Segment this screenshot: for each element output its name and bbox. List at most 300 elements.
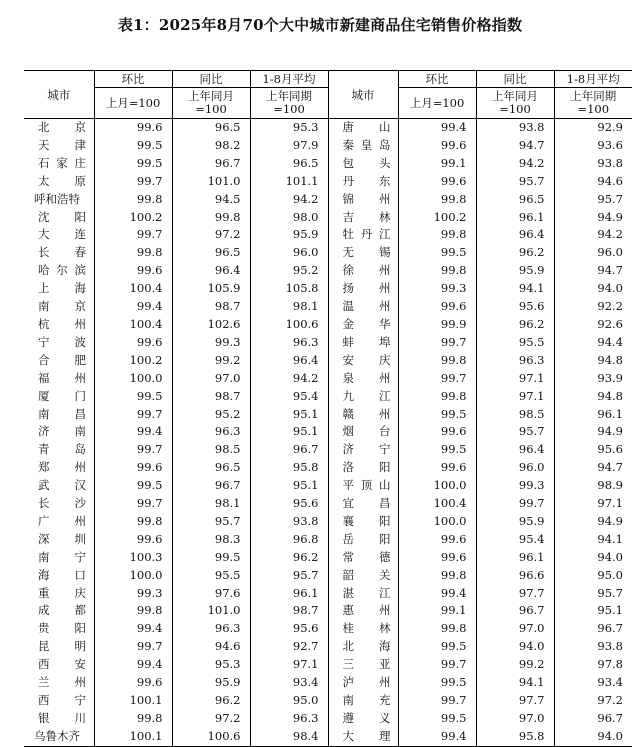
yoy-cell-left: 99.8: [172, 209, 250, 227]
table-row: [24, 280, 632, 298]
ytd-cell-left: 95.2: [250, 262, 328, 280]
city-cell-left: [24, 209, 94, 227]
yoy-subheader-right: [476, 88, 554, 119]
yoy-cell-right: 95.4: [476, 531, 554, 549]
city-cell-left: [24, 352, 94, 370]
city-cell-right: [328, 549, 398, 567]
city-cell-right: [328, 191, 398, 209]
city-cell-right: [328, 316, 398, 334]
table-row: [24, 495, 632, 513]
ytd-cell-left: 105.8: [250, 280, 328, 298]
city-cell-left: [24, 316, 94, 334]
ytd-cell-right: 94.6: [554, 173, 632, 191]
ytd-cell-left: 95.8: [250, 459, 328, 477]
ytd-cell-right: 94.2: [554, 226, 632, 244]
table-row: [24, 710, 632, 728]
city-cell-left: [24, 262, 94, 280]
ytd-cell-right: 93.8: [554, 638, 632, 656]
mom-cell-right: 100.2: [398, 209, 476, 227]
mom-cell-left: 99.7: [94, 495, 172, 513]
city-cell-right: [328, 638, 398, 656]
city-cell-left: [24, 656, 94, 674]
city-name: 长 沙: [38, 496, 86, 511]
city-name: 哈 尔 滨: [38, 263, 86, 278]
ytd-sub-line2: =100: [577, 102, 610, 116]
yoy-cell-right: 97.1: [476, 370, 554, 388]
yoy-cell-left: 95.7: [172, 513, 250, 531]
city-name: 洛 阳: [342, 460, 391, 475]
table-row: [24, 262, 632, 280]
table-row: [24, 334, 632, 352]
city-name: 三 亚: [342, 657, 391, 672]
city-cell-right: [328, 137, 398, 155]
table-row: [24, 244, 632, 262]
city-name: 济 宁: [342, 442, 391, 457]
ytd-cell-right: 94.7: [554, 262, 632, 280]
table-row: [24, 406, 632, 424]
city-name: 桂 林: [342, 621, 391, 636]
ytd-cell-right: 94.0: [554, 280, 632, 298]
city-name: 上 海: [38, 281, 86, 296]
city-name: 沈 阳: [38, 209, 86, 224]
mom-cell-left: 99.8: [94, 513, 172, 531]
city-name: 宜 昌: [342, 496, 391, 511]
city-cell-left: [24, 280, 94, 298]
city-cell-left: [24, 531, 94, 549]
yoy-sub-line2: =100: [499, 102, 531, 116]
city-cell-right: [328, 620, 398, 638]
mom-cell-left: 99.4: [94, 620, 172, 638]
mom-cell-right: 99.4: [398, 119, 476, 137]
mom-header-right: 环比: [398, 71, 476, 88]
yoy-cell-right: 96.4: [476, 441, 554, 459]
table-row: [24, 226, 632, 244]
yoy-cell-right: 96.7: [476, 602, 554, 620]
mom-cell-right: 99.3: [398, 280, 476, 298]
mom-cell-left: 100.2: [94, 209, 172, 227]
city-name: 成 都: [38, 603, 86, 618]
ytd-cell-right: 93.6: [554, 137, 632, 155]
ytd-cell-left: 95.1: [250, 423, 328, 441]
city-name: 惠 州: [342, 603, 391, 618]
ytd-cell-left: 93.8: [250, 513, 328, 531]
city-name: 常 德: [342, 549, 391, 564]
ytd-cell-right: 95.0: [554, 567, 632, 585]
city-cell-right: [328, 280, 398, 298]
city-name: 南 昌: [38, 406, 86, 421]
mom-cell-left: 99.5: [94, 137, 172, 155]
ytd-cell-right: 98.9: [554, 477, 632, 495]
table-row: [24, 620, 632, 638]
table-row: [24, 459, 632, 477]
yoy-cell-right: 94.1: [476, 280, 554, 298]
yoy-cell-left: 97.6: [172, 585, 250, 603]
city-cell-left: [24, 710, 94, 728]
mom-cell-right: 100.0: [398, 513, 476, 531]
mom-cell-left: 99.6: [94, 459, 172, 477]
city-cell-left: [24, 441, 94, 459]
city-cell-left: [24, 423, 94, 441]
yoy-cell-right: 96.6: [476, 567, 554, 585]
mom-cell-right: 99.6: [398, 137, 476, 155]
yoy-cell-left: 96.5: [172, 459, 250, 477]
mom-cell-right: 99.5: [398, 710, 476, 728]
yoy-cell-left: 99.3: [172, 334, 250, 352]
city-name: 厦 门: [38, 388, 86, 403]
yoy-cell-right: 96.2: [476, 244, 554, 262]
city-name: 合 肥: [38, 352, 86, 367]
city-name: 吉 林: [342, 209, 391, 224]
city-cell-right: [328, 495, 398, 513]
city-cell-right: [328, 262, 398, 280]
ytd-cell-right: 97.8: [554, 656, 632, 674]
yoy-cell-left: 98.2: [172, 137, 250, 155]
ytd-cell-right: 95.6: [554, 441, 632, 459]
yoy-cell-left: 96.4: [172, 262, 250, 280]
city-cell-left: [24, 477, 94, 495]
mom-cell-right: 100.4: [398, 495, 476, 513]
table-row: [24, 441, 632, 459]
yoy-cell-left: 97.0: [172, 370, 250, 388]
ytd-cell-left: 98.7: [250, 602, 328, 620]
yoy-cell-right: 94.0: [476, 638, 554, 656]
mom-cell-left: 99.5: [94, 477, 172, 495]
city-cell-right: [328, 567, 398, 585]
yoy-cell-right: 94.1: [476, 674, 554, 692]
ytd-cell-right: 93.9: [554, 370, 632, 388]
yoy-cell-right: 93.8: [476, 119, 554, 137]
city-name: 徐 州: [342, 263, 391, 278]
mom-subheader-right: 上月=100: [398, 88, 476, 119]
ytd-cell-left: 97.9: [250, 137, 328, 155]
ytd-cell-right: 95.1: [554, 602, 632, 620]
ytd-header-left: 1-8月平均: [250, 71, 328, 88]
city-cell-left: [24, 334, 94, 352]
mom-cell-left: 99.6: [94, 531, 172, 549]
city-cell-left: [24, 692, 94, 710]
mom-cell-right: 99.7: [398, 334, 476, 352]
city-cell-left: [24, 495, 94, 513]
city-cell-left: [24, 585, 94, 603]
ytd-cell-right: 96.0: [554, 244, 632, 262]
city-cell-right: [328, 209, 398, 227]
ytd-cell-left: 96.0: [250, 244, 328, 262]
yoy-cell-left: 96.5: [172, 119, 250, 137]
ytd-cell-left: 95.1: [250, 477, 328, 495]
ytd-cell-left: 95.7: [250, 567, 328, 585]
yoy-cell-left: 102.6: [172, 316, 250, 334]
city-name: 襄 阳: [342, 513, 391, 528]
mom-cell-right: 99.8: [398, 567, 476, 585]
table-row: [24, 173, 632, 191]
yoy-cell-left: 101.0: [172, 173, 250, 191]
ytd-cell-right: 95.7: [554, 191, 632, 209]
city-cell-left: [24, 173, 94, 191]
city-cell-right: [328, 119, 398, 137]
ytd-cell-left: 100.6: [250, 316, 328, 334]
yoy-cell-right: 98.5: [476, 406, 554, 424]
mom-cell-right: 99.6: [398, 531, 476, 549]
yoy-cell-left: 97.2: [172, 226, 250, 244]
yoy-cell-right: 95.5: [476, 334, 554, 352]
ytd-cell-right: 94.0: [554, 549, 632, 567]
ytd-cell-right: 95.7: [554, 585, 632, 603]
ytd-cell-left: 96.4: [250, 352, 328, 370]
yoy-cell-right: 95.9: [476, 262, 554, 280]
city-name: 南 充: [342, 693, 391, 707]
ytd-cell-left: 96.1: [250, 585, 328, 603]
mom-cell-right: 99.4: [398, 585, 476, 603]
city-cell-right: [328, 531, 398, 549]
ytd-cell-left: 95.4: [250, 388, 328, 406]
mom-cell-left: 100.1: [94, 728, 172, 746]
city-name: 乌鲁木齐: [34, 728, 80, 743]
table-row: [24, 388, 632, 406]
mom-cell-left: 99.5: [94, 155, 172, 173]
yoy-header-left: 同比: [172, 71, 250, 88]
city-name: 太 原: [38, 173, 86, 188]
city-name: 天 津: [38, 137, 86, 152]
mom-cell-left: 100.3: [94, 549, 172, 567]
ytd-cell-right: 96.7: [554, 620, 632, 638]
ytd-cell-left: 98.4: [250, 728, 328, 746]
mom-cell-left: 99.4: [94, 298, 172, 316]
city-name: 唐 山: [342, 120, 391, 134]
city-column-header-left: 城市: [24, 71, 94, 119]
mom-cell-right: 99.7: [398, 370, 476, 388]
city-cell-left: [24, 226, 94, 244]
city-name: 南 宁: [38, 549, 86, 564]
mom-cell-right: 99.7: [398, 692, 476, 710]
city-cell-right: [328, 728, 398, 746]
ytd-cell-left: 92.7: [250, 638, 328, 656]
yoy-sub-line2: =100: [195, 102, 227, 116]
yoy-cell-right: 95.7: [476, 423, 554, 441]
yoy-cell-right: 96.1: [476, 549, 554, 567]
city-cell-left: [24, 728, 94, 746]
mom-cell-right: 99.6: [398, 459, 476, 477]
mom-cell-right: 99.6: [398, 549, 476, 567]
city-name: 秦 皇 岛: [342, 137, 391, 152]
mom-cell-right: 99.8: [398, 262, 476, 280]
mom-cell-left: 100.0: [94, 567, 172, 585]
ytd-cell-left: 98.0: [250, 209, 328, 227]
mom-cell-right: 99.5: [398, 406, 476, 424]
city-cell-right: [328, 226, 398, 244]
yoy-cell-left: 98.1: [172, 495, 250, 513]
yoy-cell-left: 95.2: [172, 406, 250, 424]
table-row: [24, 567, 632, 585]
city-cell-right: [328, 441, 398, 459]
mom-cell-left: 99.6: [94, 262, 172, 280]
city-name: 牡 丹 江: [342, 227, 391, 242]
ytd-cell-left: 95.6: [250, 495, 328, 513]
yoy-cell-left: 95.5: [172, 567, 250, 585]
ytd-cell-right: 94.0: [554, 728, 632, 746]
city-cell-right: [328, 298, 398, 316]
ytd-cell-right: 97.1: [554, 495, 632, 513]
city-name: 郑 州: [38, 460, 86, 475]
mom-cell-left: 100.4: [94, 280, 172, 298]
mom-cell-left: 100.1: [94, 692, 172, 710]
city-cell-right: [328, 388, 398, 406]
mom-cell-right: 99.5: [398, 244, 476, 262]
yoy-cell-right: 95.7: [476, 173, 554, 191]
mom-cell-right: 99.8: [398, 226, 476, 244]
city-name: 兰 州: [38, 675, 86, 690]
city-cell-left: [24, 370, 94, 388]
yoy-cell-left: 99.2: [172, 352, 250, 370]
yoy-cell-left: 94.6: [172, 638, 250, 656]
ytd-cell-left: 94.2: [250, 370, 328, 388]
city-name: 贵 阳: [38, 621, 86, 636]
yoy-cell-right: 97.0: [476, 620, 554, 638]
city-cell-right: [328, 477, 398, 495]
city-cell-right: [328, 244, 398, 262]
city-cell-right: [328, 692, 398, 710]
ytd-cell-right: 96.7: [554, 710, 632, 728]
city-name: 南 京: [38, 299, 86, 314]
ytd-cell-left: 96.3: [250, 334, 328, 352]
ytd-cell-right: 94.8: [554, 388, 632, 406]
yoy-cell-left: 95.3: [172, 656, 250, 674]
mom-cell-right: 99.7: [398, 656, 476, 674]
mom-cell-left: 99.5: [94, 388, 172, 406]
yoy-cell-right: 96.0: [476, 459, 554, 477]
table-row: [24, 638, 632, 656]
city-name: 重 庆: [38, 585, 86, 600]
city-cell-left: [24, 674, 94, 692]
mom-cell-left: 99.3: [94, 585, 172, 603]
ytd-cell-left: 96.2: [250, 549, 328, 567]
city-cell-right: [328, 674, 398, 692]
mom-cell-left: 100.4: [94, 316, 172, 334]
city-name: 大 连: [38, 227, 86, 242]
city-cell-right: [328, 423, 398, 441]
city-name: 长 春: [38, 245, 86, 260]
ytd-sub-line1: 上年同期: [570, 89, 617, 103]
city-cell-left: [24, 549, 94, 567]
mom-cell-right: 99.8: [398, 388, 476, 406]
mom-cell-right: 99.9: [398, 316, 476, 334]
city-cell-right: [328, 656, 398, 674]
city-cell-left: [24, 602, 94, 620]
city-name: 青 岛: [38, 442, 86, 457]
yoy-cell-left: 96.7: [172, 155, 250, 173]
mom-cell-right: 100.0: [398, 477, 476, 495]
city-name: 岳 阳: [342, 531, 391, 546]
table-row: [24, 513, 632, 531]
mom-cell-left: 99.7: [94, 441, 172, 459]
city-name: 无 锡: [342, 245, 391, 260]
yoy-cell-left: 96.3: [172, 423, 250, 441]
yoy-cell-left: 96.7: [172, 477, 250, 495]
city-name: 深 圳: [38, 531, 86, 546]
mom-cell-right: 99.5: [398, 441, 476, 459]
ytd-cell-right: 94.1: [554, 531, 632, 549]
ytd-cell-left: 96.8: [250, 531, 328, 549]
city-name: 广 州: [38, 513, 86, 528]
ytd-cell-right: 94.9: [554, 209, 632, 227]
table-row: [24, 191, 632, 209]
yoy-cell-right: 99.3: [476, 477, 554, 495]
city-name: 烟 台: [342, 424, 391, 439]
table-row: [24, 728, 632, 746]
city-cell-left: [24, 459, 94, 477]
city-cell-left: [24, 191, 94, 209]
ytd-cell-left: 101.1: [250, 173, 328, 191]
city-cell-right: [328, 602, 398, 620]
table-row: [24, 602, 632, 620]
mom-cell-left: 100.0: [94, 370, 172, 388]
ytd-cell-left: 95.3: [250, 119, 328, 137]
city-cell-right: [328, 334, 398, 352]
mom-cell-left: 99.8: [94, 602, 172, 620]
mom-cell-right: 99.5: [398, 674, 476, 692]
city-name: 韶 关: [342, 567, 391, 582]
mom-cell-left: 99.7: [94, 173, 172, 191]
mom-cell-right: 99.8: [398, 352, 476, 370]
yoy-sub-line1: 上年同月: [492, 89, 538, 103]
city-name: 温 州: [342, 299, 391, 314]
yoy-cell-right: 97.1: [476, 388, 554, 406]
mom-cell-left: 99.7: [94, 406, 172, 424]
yoy-cell-left: 98.5: [172, 441, 250, 459]
city-column-header-right: 城市: [328, 71, 398, 119]
table-body: [24, 119, 632, 747]
yoy-cell-left: 105.9: [172, 280, 250, 298]
mom-cell-left: 99.8: [94, 710, 172, 728]
city-cell-left: [24, 388, 94, 406]
yoy-cell-right: 99.7: [476, 495, 554, 513]
city-name: 大 理: [342, 728, 391, 743]
table-row: [24, 119, 632, 137]
mom-cell-left: 99.6: [94, 334, 172, 352]
mom-cell-right: 99.4: [398, 728, 476, 746]
yoy-cell-right: 95.8: [476, 728, 554, 746]
table-row: [24, 585, 632, 603]
ytd-cell-left: 95.6: [250, 620, 328, 638]
yoy-cell-left: 98.7: [172, 298, 250, 316]
city-name: 包 头: [342, 155, 391, 170]
mom-cell-right: 99.1: [398, 602, 476, 620]
yoy-cell-left: 95.9: [172, 674, 250, 692]
yoy-cell-left: 96.3: [172, 620, 250, 638]
table-row: [24, 155, 632, 173]
city-name: 西 宁: [38, 693, 86, 707]
city-name: 杭 州: [38, 316, 86, 331]
city-name: 济 南: [38, 424, 86, 439]
city-name: 遵 义: [342, 710, 391, 725]
ytd-cell-left: 94.2: [250, 191, 328, 209]
yoy-cell-left: 101.0: [172, 602, 250, 620]
table-row: [24, 656, 632, 674]
ytd-cell-left: 96.3: [250, 710, 328, 728]
city-cell-left: [24, 513, 94, 531]
yoy-cell-left: 100.6: [172, 728, 250, 746]
table-header: [24, 71, 632, 119]
yoy-cell-right: 95.6: [476, 298, 554, 316]
yoy-cell-left: 98.3: [172, 531, 250, 549]
ytd-cell-right: 92.9: [554, 119, 632, 137]
mom-cell-right: 99.6: [398, 423, 476, 441]
yoy-cell-right: 96.5: [476, 191, 554, 209]
city-name: 湛 江: [342, 585, 391, 600]
mom-cell-left: 99.6: [94, 119, 172, 137]
mom-cell-right: 99.8: [398, 620, 476, 638]
mom-subheader-left: 上月=100: [94, 88, 172, 119]
city-name: 石 家 庄: [38, 155, 86, 170]
